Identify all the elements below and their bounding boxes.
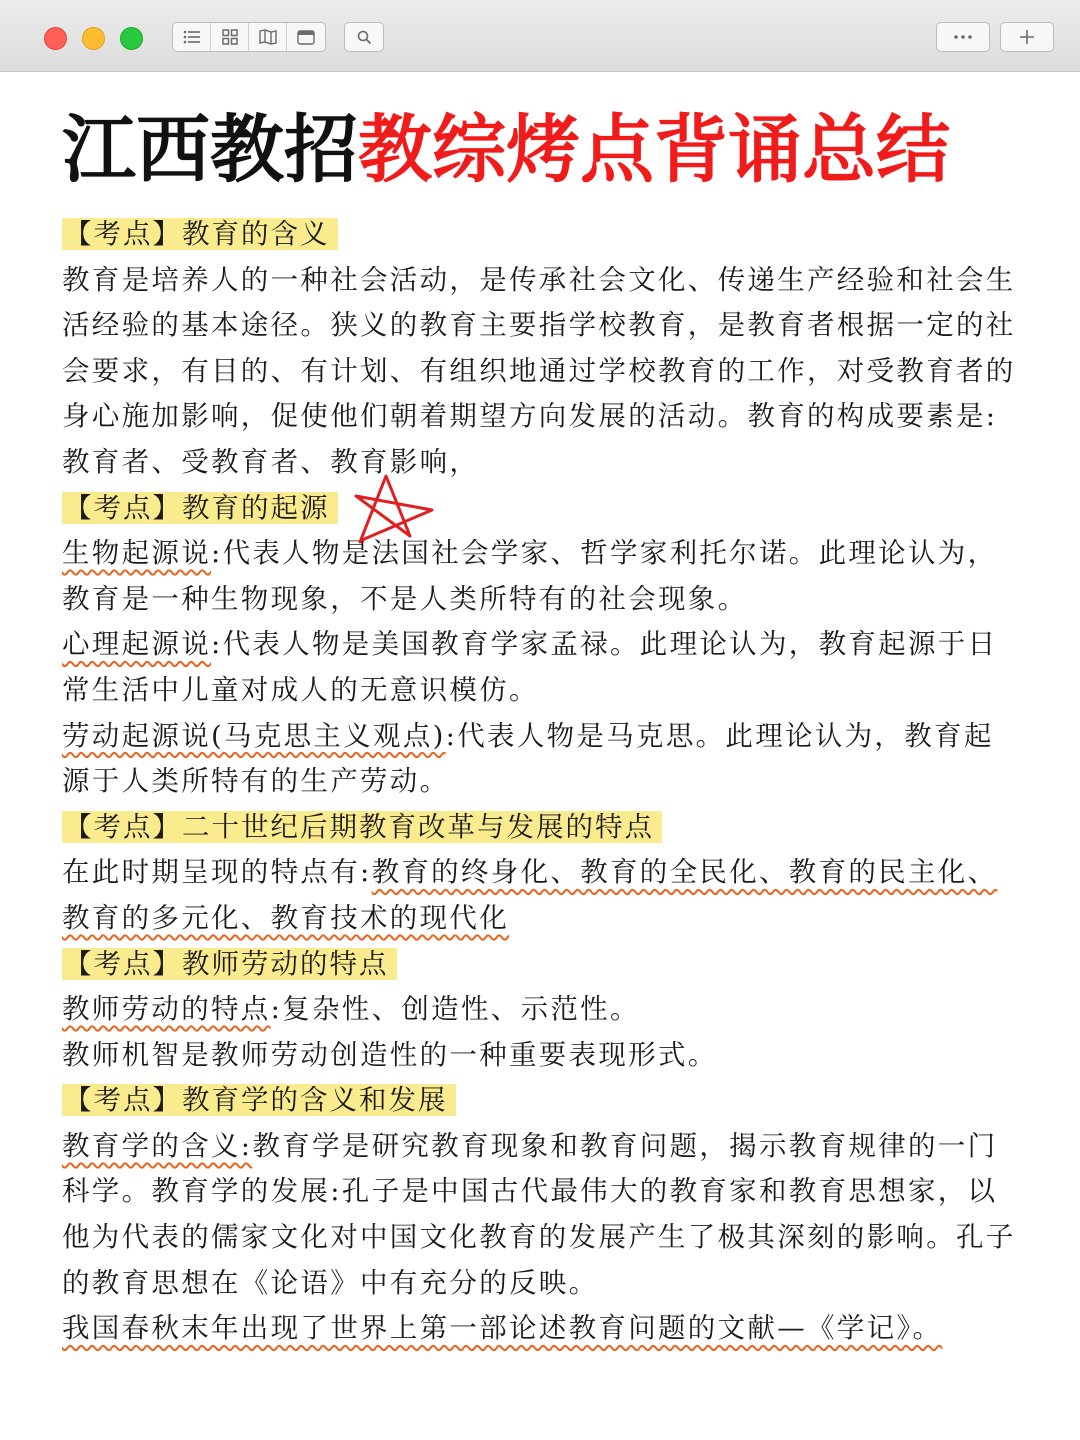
highlighted-heading: 【考点】教师劳动的特点 (62, 948, 397, 980)
title-part-black: 江西教招 (62, 107, 358, 193)
list-view-button[interactable] (173, 23, 211, 51)
underlined-text: 教育的终身化、教育的全民化、教育的民主化、教育的多元化、教育技术的现代化 (62, 856, 998, 934)
highlighted-heading: 【考点】教育的含义 (62, 218, 338, 250)
section-body: 教育是培养人的一种社会活动，是传承社会文化、传递生产经验和社会生活经验的基本途径。狭义的教育主要指学校教育，是教育者根据一定的社会要求，有目的、有计划、有组织地通过学校教育的工作，对受教育者的身心施加影响，促使他们朝着期望方向发展的活动。教育的构成要素是:教育者、受教育者、教育影响， (62, 263, 1016, 478)
list-icon (183, 30, 201, 44)
underlined-term: 心理起源说 (62, 628, 211, 661)
underlined-text: 我国春秋末年出现了世界上第一部论述教育问题的文献—《学记》。 (62, 1312, 943, 1345)
hand-drawn-star-icon (352, 470, 436, 544)
highlighted-heading: 【考点】教育的起源 (62, 492, 338, 524)
more-toolbar (936, 22, 990, 52)
section-heading (62, 1078, 1022, 1124)
add-toolbar (1000, 22, 1054, 52)
section-heading (62, 212, 1022, 258)
theory-item (62, 622, 1022, 713)
title-part-red: 教综烤点背诵总结 (358, 107, 950, 193)
section-body (62, 850, 1022, 941)
lead-text: 在此时期呈现的特点有: (62, 856, 372, 889)
underlined-term: 教育学的含义: (62, 1129, 253, 1162)
grid-view-button[interactable] (211, 23, 249, 51)
more-button[interactable] (937, 23, 989, 51)
sidebar-icon (297, 30, 315, 45)
search-toolbar (344, 22, 384, 52)
zoom-button[interactable] (120, 27, 143, 50)
body-text: :复杂性、创造性、示范性。 (270, 993, 640, 1026)
section-heading (62, 486, 1022, 532)
search-icon (357, 30, 372, 45)
underlined-term: 生物起源说 (62, 537, 211, 570)
search-button[interactable] (345, 23, 383, 51)
theory-item (62, 714, 1022, 805)
section-body-line: 教师机智是教师劳动创造性的一种重要表现形式。 (62, 1038, 718, 1071)
sidebar-button[interactable] (287, 23, 325, 51)
notes-content (62, 212, 1022, 1352)
grid-icon (222, 29, 238, 45)
theory-text: :代表人物是马克思。此理论认为，教育起源于人类所特有的生产劳动。 (62, 719, 994, 798)
window-titlebar (0, 0, 1080, 72)
section-heading (62, 942, 1022, 988)
book-view-button[interactable] (249, 23, 287, 51)
underlined-term: 教师劳动的特点 (62, 993, 271, 1026)
underlined-term: 劳动起源说(马克思主义观点) (62, 719, 446, 752)
section-body-line (62, 1306, 1022, 1352)
add-button[interactable] (1001, 23, 1053, 51)
close-button[interactable] (44, 27, 67, 50)
section-body (62, 1124, 1022, 1306)
plus-icon (1019, 29, 1035, 45)
view-toolbar (172, 22, 326, 52)
page-title (62, 100, 1042, 200)
body-text: 教育学是研究教育现象和教育问题，揭示教育规律的一门科学。教育学的发展:孔子是中国古代最伟大的教育家和教育思想家，以他为代表的儒家文化对中国文化教育的发展产生了极其深刻的影响。孔子的教育思想在《论语》中有充分的反映。 (62, 1129, 1016, 1299)
theory-item (62, 531, 1022, 622)
section-body (62, 987, 1022, 1033)
minimize-button[interactable] (82, 27, 105, 50)
theory-text: :代表人物是法国社会学家、哲学家利托尔诺。此理论认为，教育是一种生物现象，不是人类所特有的社会现象。 (62, 537, 998, 615)
book-icon (259, 29, 277, 45)
highlighted-heading: 【考点】教育学的含义和发展 (62, 1084, 456, 1116)
theory-text: :代表人物是美国教育学家孟禄。此理论认为，教育起源于日常生活中儿童对成人的无意识模仿。 (62, 628, 998, 706)
section-heading (62, 805, 1022, 851)
highlighted-heading: 【考点】二十世纪后期教育改革与发展的特点 (62, 811, 662, 843)
more-icon (953, 34, 973, 40)
